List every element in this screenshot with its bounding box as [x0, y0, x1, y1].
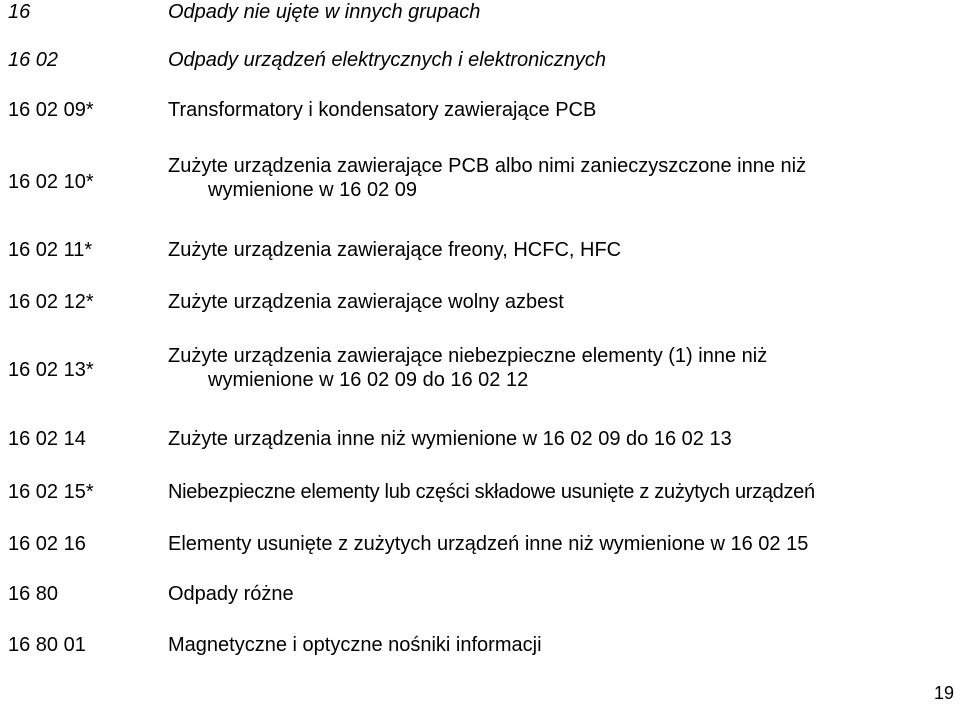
- waste-code: 16 02 13*: [8, 359, 94, 381]
- waste-description: Zużyte urządzenia zawierające freony, HCFC, HFC: [168, 239, 622, 261]
- waste-description-line-1: Zużyte urządzenia zawierające niebezpieczne elementy (1) inne niż: [168, 345, 768, 367]
- waste-code: 16 02: [8, 49, 59, 71]
- waste-code: 16 80: [8, 583, 59, 605]
- waste-description: Zużyte urządzenia zawierające wolny azbest: [168, 291, 564, 313]
- waste-description-line-2: wymienione w 16 02 09 do 16 02 12: [208, 369, 529, 391]
- waste-description: Odpady nie ujęte w innych grupach: [168, 1, 481, 23]
- waste-description: Niebezpieczne elementy lub części składowe usunięte z zużytych urządzeń: [168, 481, 815, 503]
- waste-description: Magnetyczne i optyczne nośniki informacji: [168, 634, 542, 656]
- waste-code: 16 02 10*: [8, 171, 94, 193]
- waste-code: 16 80 01: [8, 634, 86, 656]
- waste-code: 16 02 09*: [8, 99, 94, 121]
- waste-code: 16 02 14: [8, 428, 86, 450]
- waste-description-line-2: wymienione w 16 02 09: [208, 179, 418, 201]
- waste-code: 16 02 16: [8, 533, 86, 555]
- waste-description: Transformatory i kondensatory zawierające PCB: [168, 99, 597, 121]
- waste-description: [168, 344, 767, 392]
- waste-description: Odpady urządzeń elektrycznych i elektronicznych: [168, 49, 606, 71]
- waste-description: Elementy usunięte z zużytych urządzeń inne niż wymienione w 16 02 15: [168, 533, 809, 555]
- waste-code: 16 02 15*: [8, 481, 94, 503]
- waste-description: [168, 154, 806, 202]
- page-number: 19: [933, 683, 954, 703]
- waste-code: 16 02 12*: [8, 291, 94, 313]
- waste-code: 16 02 11*: [8, 239, 93, 261]
- waste-description-line-1: Zużyte urządzenia zawierające PCB albo nimi zanieczyszczone inne niż: [168, 155, 807, 177]
- waste-description: Odpady różne: [168, 583, 294, 605]
- waste-code: 16: [8, 1, 31, 23]
- waste-description: Zużyte urządzenia inne niż wymienione w 16 02 09 do 16 02 13: [168, 428, 732, 450]
